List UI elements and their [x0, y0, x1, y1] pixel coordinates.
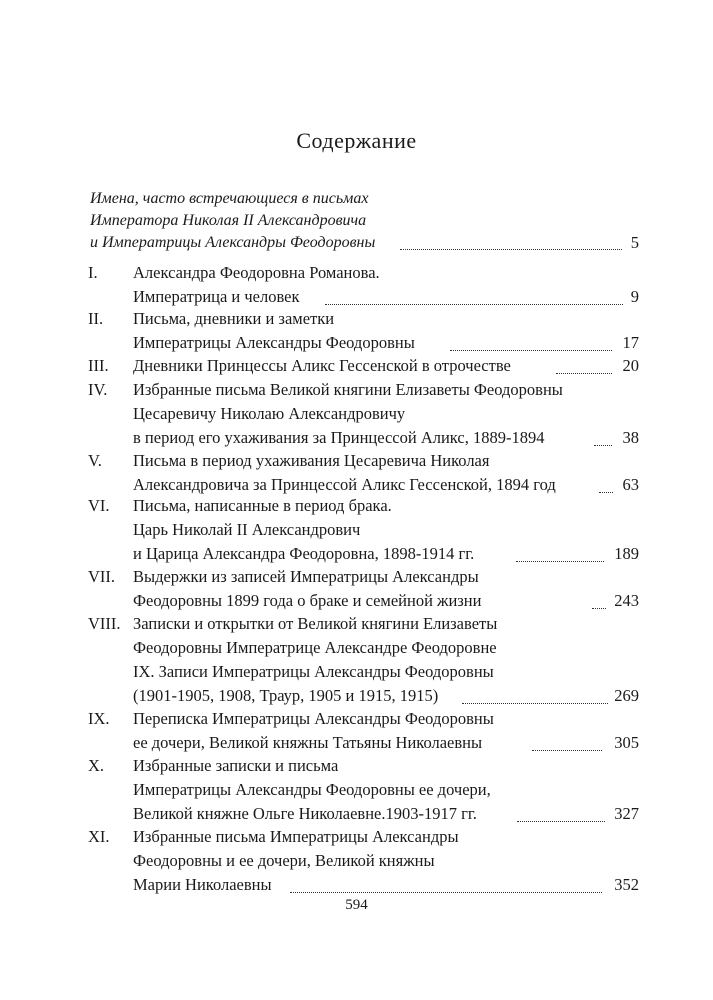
page-title: Содержание	[296, 128, 417, 153]
dot-leader	[290, 892, 602, 893]
page-number-footer: 594	[345, 897, 368, 913]
toc-line: Избранные письма Великой княгини Елизаветы Феодоровны	[133, 380, 563, 399]
toc-roman-numeral: IX.	[88, 709, 110, 728]
toc-line: ее дочери, Великой княжны Татьяны Николаевны	[133, 733, 483, 752]
toc-line: Письма, дневники и заметки	[133, 309, 335, 328]
toc-line: Переписка Императрицы Александры Феодоровны	[133, 709, 494, 728]
toc-line: Александровича за Принцессой Аликс Гессенской, 1894 год	[133, 475, 556, 494]
toc-page-number: 38	[622, 428, 639, 447]
toc-page-number: 189	[614, 544, 639, 563]
dot-leader	[325, 304, 623, 305]
toc-page-number: 5	[630, 233, 639, 252]
toc-line: Императрица и человек	[133, 287, 300, 306]
toc-page-number: 9	[630, 287, 639, 306]
toc-roman-numeral: I.	[88, 263, 98, 282]
toc-line: Царь Николай II Александрович	[133, 520, 361, 539]
toc-line: (1901-1905, 1908, Траур, 1905 и 1915, 1915)	[133, 686, 439, 705]
dot-leader	[517, 821, 605, 822]
toc-line: Александра Феодоровна Романова.	[133, 263, 380, 282]
toc-roman-numeral: VI.	[88, 496, 110, 515]
toc-line: Великой княжне Ольге Николаевне.1903-1917 гг.	[133, 804, 477, 823]
toc-line: Императрицы Александры Феодоровны ее дочери,	[133, 780, 491, 799]
toc-line: Письма в период ухаживания Цесаревича Николая	[133, 451, 490, 470]
toc-page-number: 20	[622, 356, 639, 375]
toc-page-number: 243	[614, 591, 639, 610]
toc-line: Императора Николая II Александровича	[90, 212, 367, 229]
toc-line: IX. Записи Императрицы Александры Феодоровны	[133, 662, 494, 681]
dot-leader	[532, 750, 602, 751]
toc-line: и Царица Александра Феодоровна, 1898-1914 гг.	[133, 544, 475, 563]
toc-line: Письма, написанные в период брака.	[133, 496, 392, 515]
dot-leader	[400, 249, 622, 250]
toc-line: Марии Николаевны	[133, 875, 272, 894]
toc-line: в период его ухаживания за Принцессой Аликс, 1889-1894	[133, 428, 545, 447]
toc-line: Записки и открытки от Великой княгини Елизаветы	[133, 614, 498, 633]
toc-line: Избранные записки и письма	[133, 756, 339, 775]
dot-leader	[516, 561, 604, 562]
toc-roman-numeral: IV.	[88, 380, 108, 399]
dot-leader	[556, 373, 612, 374]
toc-line: Феодоровны и ее дочери, Великой княжны	[133, 851, 435, 870]
dot-leader	[462, 703, 608, 704]
toc-line: Имена, часто встречающиеся в письмах	[90, 190, 369, 207]
toc-roman-numeral: VII.	[88, 567, 116, 586]
toc-line: Императрицы Александры Феодоровны	[133, 333, 415, 352]
toc-page-number: 63	[622, 475, 639, 494]
toc-line: Цесаревичу Николаю Александровичу	[133, 404, 406, 423]
toc-line: Выдержки из записей Императрицы Александры	[133, 567, 479, 586]
toc-roman-numeral: XI.	[88, 827, 110, 846]
toc-line: Феодоровны 1899 года о браке и семейной жизни	[133, 591, 482, 610]
toc-roman-numeral: X.	[88, 756, 105, 775]
toc-roman-numeral: VIII.	[88, 614, 121, 633]
dot-leader	[599, 492, 613, 493]
toc-page-number: 352	[614, 875, 639, 894]
toc-line: Феодоровны Императрице Александре Феодоровне	[133, 638, 497, 657]
toc-roman-numeral: III.	[88, 356, 109, 375]
toc-roman-numeral: V.	[88, 451, 102, 470]
toc-line: и Императрицы Александры Феодоровны	[90, 234, 376, 251]
toc-page-number: 269	[614, 686, 639, 705]
dot-leader	[594, 445, 612, 446]
toc-line: Дневники Принцессы Аликс Гессенской в отрочестве	[133, 356, 511, 375]
toc-line: Избранные письма Императрицы Александры	[133, 827, 459, 846]
toc-page-number: 305	[614, 733, 639, 752]
dot-leader	[450, 350, 612, 351]
toc-page-number: 17	[622, 333, 639, 352]
dot-leader	[592, 608, 606, 609]
toc-page-number: 327	[614, 804, 639, 823]
toc-roman-numeral: II.	[88, 309, 104, 328]
